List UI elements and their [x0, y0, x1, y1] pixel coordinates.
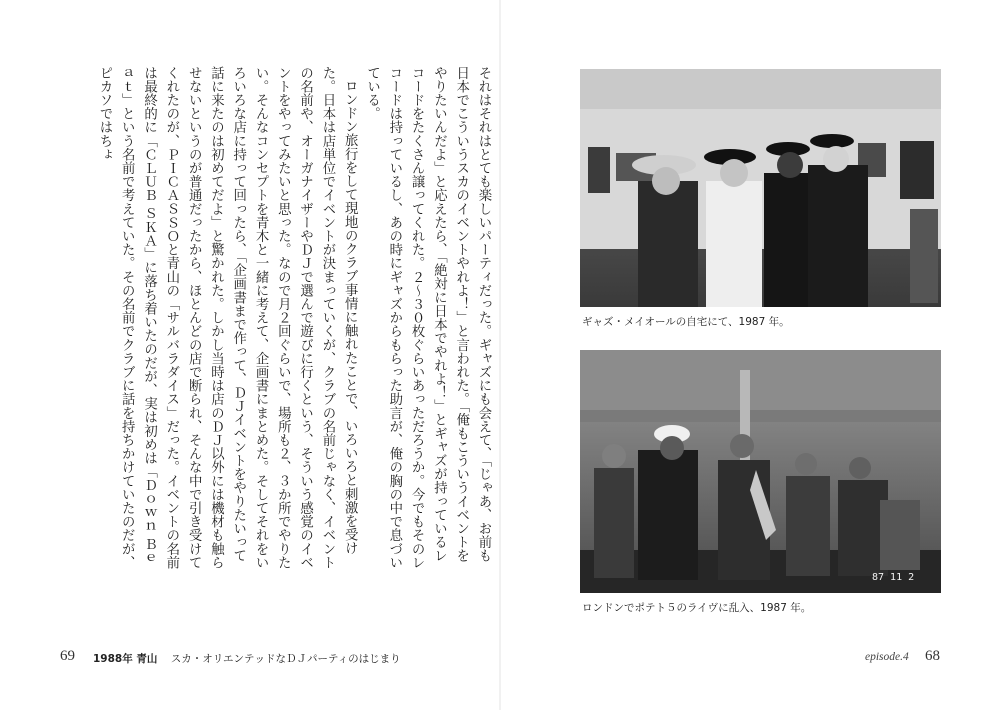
running-head-year: 1988年 青山: [93, 653, 158, 665]
photo-gaz-home: [580, 69, 941, 307]
photo-date-stamp: 87 11 2: [872, 572, 915, 583]
photo-potato5-live: [580, 350, 941, 593]
right-page-number: 68: [925, 648, 940, 664]
paragraph-2: ロンドン旅行をして現地のクラブ事情に触れたことで、いろいろと刺激を受けた。日本は店単位でイベントが決まっていくが、クラブの名前じゃなく、イベントの名前や、オーガナイザーやＤＪで選んで遊びに行くという、そういう感覚のイベントをやってみたいと思った。なので月２回ぐらいで、場所も２、３か所でやりたい。そんなコンセプトを青木と一緒に考えて、企画書にまとめた。そしてそれをいろいろな店に持って回ったら、「企画書まで作って、ＤＪイベントをやりたいって話に来たのは初めてだよ」と驚かれた。しかし当時は店のＤＪ以外には機材も触らせないというのが普通だったから、ほとんどの店で断られ、そんな中で引き受けてくれたのが、ＰＩＣＡＳＳＯと青山の「サルバラダイス」だった。イベントの名前は最終的に「ＣＬＵＢ ＳＫＡ」に落ち着いたのだが、実は初めは「Ｄｏｗｎ Ｂｅａｔ」という名前で考えていた。その名前でクラブに話を持ちかけていたのだが、ピカソではちょ: [96, 66, 358, 570]
photo-1-caption: ギャズ・メイオールの自宅にて、1987 年。: [582, 316, 790, 328]
photo-2-caption: ロンドンでポテト５のライヴに乱入、1987 年。: [582, 602, 812, 614]
body-text: [36, 66, 494, 576]
running-head-title: スカ・オリエンテッドなＤＪパーティのはじまり: [170, 653, 401, 665]
paragraph-1: それはそれはとても楽しいパーティだった。ギャズにも会えて、「じゃあ、お前も日本でこういうスカのイベントやれよ！」と言われた。「俺もこういうイベントをやりたいんだよ」と応えたら、「絶対に日本でやれよ！」とギャズが持っているレコードをたくさん譲ってくれた。２〜３０枚ぐらいあっただろうか。今でもそのレコードは持っているし、あの時にギャズからもらった助言が、俺の胸の中で息づいている。: [364, 66, 491, 570]
running-head: [93, 651, 401, 666]
left-page-number: 69: [60, 648, 75, 664]
page-gutter: [499, 0, 501, 710]
episode-label: episode.4: [865, 651, 909, 663]
